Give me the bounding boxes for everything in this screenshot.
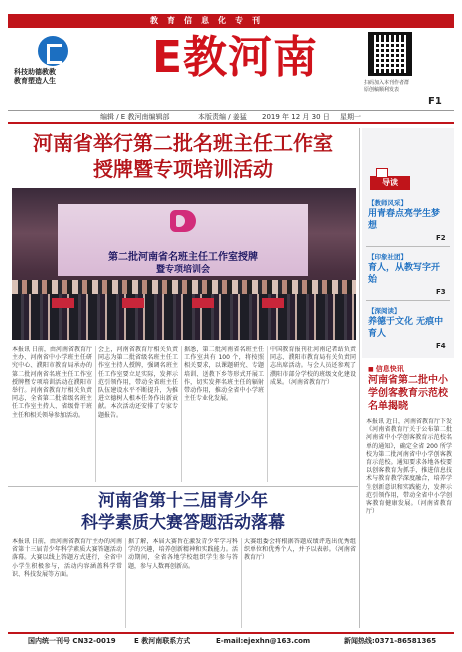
side-story-body: 本报讯 近日，河南省教育厅下发《河南省教育厅关于公布第二批河南省中小学创客教育示范校名单的通知》，确定全省 200 所学校为第二批河南省中小学创客教育示范校。通知要求各地各校要以创客教育为抓手，推进信息技术与教育教学深度融合，培养学生创新意识和实践能力，发挥示范引领作用，带动全省中小学创客教育健康发展。（河南省教育厅） [366,418,452,516]
guide-item-1-tag: 【教师风采】 [368,199,407,207]
stage-banner-subtitle: 暨专项培训会 [155,265,210,275]
guide-item-2-tag: 【印象社团】 [368,253,407,261]
placard-icon [52,298,74,308]
news-flash-tag: ■ 信息快讯 [368,364,404,374]
proofreader-credit: 本版责编 / 姜猛 [198,113,247,121]
placard-icon [192,298,214,308]
guide-item-2-page: F3 [436,288,446,296]
placard-icon [262,298,284,308]
side-headline [368,374,452,413]
stage-logo-icon [170,210,196,232]
side-headline-line-1: 河南省第二批中小 [368,375,448,386]
second-headline-line-2: 科学素质大赛答题活动落幕 [81,513,285,533]
qr-code-icon [368,32,412,76]
lead-story-col-4: 中国教育报刊社河南记者站负责同志、濮阳市教育局有关负责同志出席活动。与会人员还参观了濮阳市部分学校的班级文化建设成果。（河南省教育厅） [270,346,356,386]
column-divider [267,346,268,482]
column-divider [95,346,96,482]
footer-cn-number: 国内统一刊号 CN32-0019 [28,637,116,645]
placard-icon [122,298,144,308]
second-headline-line-1: 河南省第十三届青少年 [98,491,268,511]
second-headline [8,490,358,534]
guide-divider [366,300,450,301]
lead-headline-line-2: 授牌暨专项培训活动 [93,157,273,181]
qr-caption [364,80,430,94]
stage-backdrop [58,204,308,276]
slogan-line-1: 科技助德教教 [14,68,56,76]
footer-email[interactable]: E-mail:ejexhn@163.com [216,637,311,645]
column-divider [241,538,242,628]
guide-item-3-tag: 【深阅读】 [368,307,401,315]
newspaper-title: E教河南 [151,32,319,83]
second-story-col-3: 大赛组委会将根据答题成绩评选出优秀组织单位和优秀个人，并予以表彰。（河南省教育厅） [244,538,356,562]
stage-banner-title: 第二批河南省名班主任工作室授牌 [108,252,258,263]
info-bar [8,110,454,124]
column-divider [181,346,182,482]
event-photo [12,188,356,340]
guide-item-3-title[interactable]: 养德于文化 无痕中育人 [368,317,444,339]
publisher-slogan [14,68,104,86]
side-headline-line-3: 名单揭晓 [368,401,408,412]
guide-item-3-page: F4 [436,342,446,350]
lead-headline [8,130,358,182]
attendees-row [12,280,356,340]
guide-item-2-title[interactable]: 育人，从教写字开始 [368,263,441,285]
publisher-logo-icon [38,36,68,66]
slogan-line-2: 教育塑造人生 [14,77,56,85]
lead-story-col-2: 会上，河南省教育厅相关负责同志为第二批省级名班主任工作室主持人授牌，强调名班主任工作室要立足实际，发挥示范引领作用，带动全省班主任队伍建设水平不断提升，为推进立德树人根本任务作出新贡献。本次活动还安排了专家专题报告。 [98,346,178,419]
page-footer [8,632,454,646]
qr-caption-line-1: 扫码加入本刊作者群 [364,80,410,86]
guide-item-1-title[interactable]: 用青春点亮学生梦想 [368,209,441,231]
issue-date: 2019 年 12 月 30 日 [262,113,330,121]
lead-story-col-1: 本报讯 日前，由河南省教育厅主办、河南省中小学班主任研究中心、濮阳市教育局承办的第二批河南省名班主任工作室授牌暨专项培训活动在濮阳市举行。河南省教育厅相关负责同志，全省第二批省级名班主任工作室主持人、省级骨干班主任和相关领导参加活动。 [12,346,92,419]
guide-divider [366,246,450,247]
footer-phone: 新闻热线:0371-86581365 [344,637,437,645]
page-number: F1 [428,96,442,107]
second-story-col-1: 本报讯 日前，由河南省教育厅主办的河南省第十三届青少年科学素质大赛答题活动落幕。大赛以线上答题方式进行，全省中小学生积极参与，活动内容涵盖科学常识、科技发展等方面。 [12,538,122,578]
editor-credit: 编辑 / E 教河南编辑部 [100,113,170,121]
footer-contact: E 教河南联系方式 [134,637,191,645]
guide-label: 导读 [370,176,410,190]
issue-weekday: 星期一 [340,113,361,121]
side-headline-line-2: 学创客教育示范校 [368,388,448,399]
qr-caption-line-2: 原创稿顺利发表 [364,87,400,93]
column-divider [125,538,126,628]
lead-story-col-3: 据悉，第二批河南省名班主任工作室共有 100 个，将按照相关要求，以课题研究、专题培训、送教下乡等形式开展工作，切实发挥名班主任的辐射带动作用，推动全省中小学班主任专业化发展。 [184,346,264,403]
section-divider [8,486,358,487]
masthead-motto: 教育信息化专刊 [150,16,269,25]
lead-headline-line-1: 河南省举行第二批名班主任工作室 [33,131,333,155]
second-story-col-2: 据了解，本届大赛旨在激发青少年学习科学的兴趣，培养创新精神和实践能力。活动期间，全省各地学校组织学生参与答题，参与人数再创新高。 [128,538,238,570]
sidebar-divider [359,128,360,628]
guide-item-1-page: F2 [436,234,446,242]
